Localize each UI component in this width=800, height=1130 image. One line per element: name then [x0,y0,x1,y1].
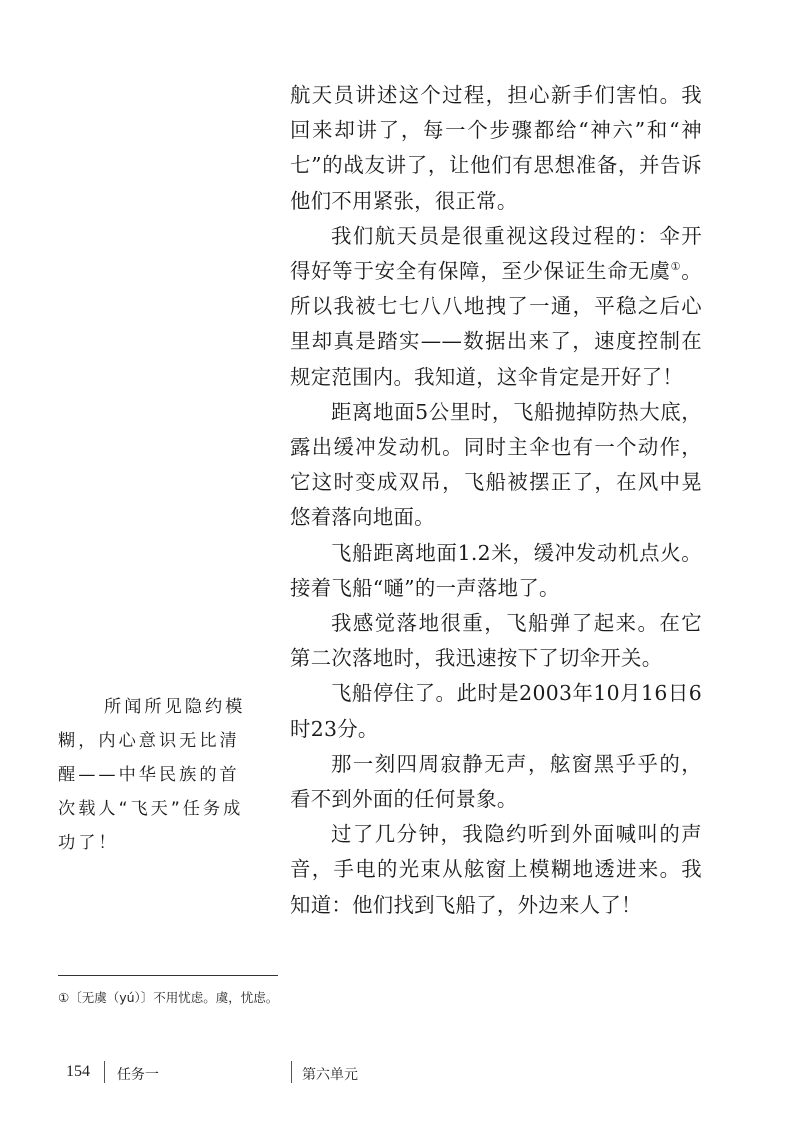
margin-note [58,690,248,860]
paragraph [290,219,702,395]
paragraph: 距离地面5公里时，飞船抛掉防热大底，露出缓冲发动机。同时主伞也有一个动作，它这时变成双吊，飞船被摆正了，在风中晃悠着落向地面。 [290,399,702,530]
footnote-divider [58,975,278,976]
margin-note-text: 所闻所见隐约模糊，内心意识无比清醒——中华民族的首次载人“飞天”任务成功了！ [58,697,246,853]
paragraph: 我感觉落地很重，飞船弹了起来。在它第二次落地时，我迅速按下了切伞开关。 [290,611,702,671]
paragraph: 飞船距离地面1.2米，缓冲发动机点火。接着飞船“嗵”的一声落地了。 [290,540,702,600]
unit-label: 第六单元 [302,1067,358,1083]
page-footer [0,1061,800,1085]
paragraph-part: 。所以我被七七八八地拽了一通，平稳之后心里却真是踏实——数据出来了，速度控制在规定范围内。我知道，这伞肯定是开好了！ [290,259,702,389]
footnote-marker: ① [670,260,682,274]
footnote: ①〔无虞（yú）〕不用忧虑。虞，忧虑。 [58,990,279,1005]
paragraph: 航天员讲述这个过程，担心新手们害怕。我回来却讲了，每一个步骤都给“神六”和“神七”的战友讲了，让他们有思想准备，并告诉他们不用紧张，很正常。 [290,83,702,213]
paragraph: 过了几分钟，我隐约听到外面喊叫的声音，手电的光束从舷窗上模糊地透进来。我知道：他们找到飞船了，外边来人了！ [290,822,702,917]
paragraph: 飞船停住了。此时是2003年10月16日6时23分。 [290,681,702,741]
paragraph: 那一刻四周寂静无声，舷窗黑乎乎的，看不到外面的任何景象。 [290,751,702,812]
footer-divider [291,1061,292,1083]
paragraph-part: 我们航天员是很重视这段过程的：伞开得好等于安全有保障，至少保证生命无虞 [290,223,702,284]
footer-divider [104,1061,105,1083]
page-number: 154 [66,1063,90,1080]
task-label: 任务一 [117,1067,159,1083]
main-text [290,78,702,923]
